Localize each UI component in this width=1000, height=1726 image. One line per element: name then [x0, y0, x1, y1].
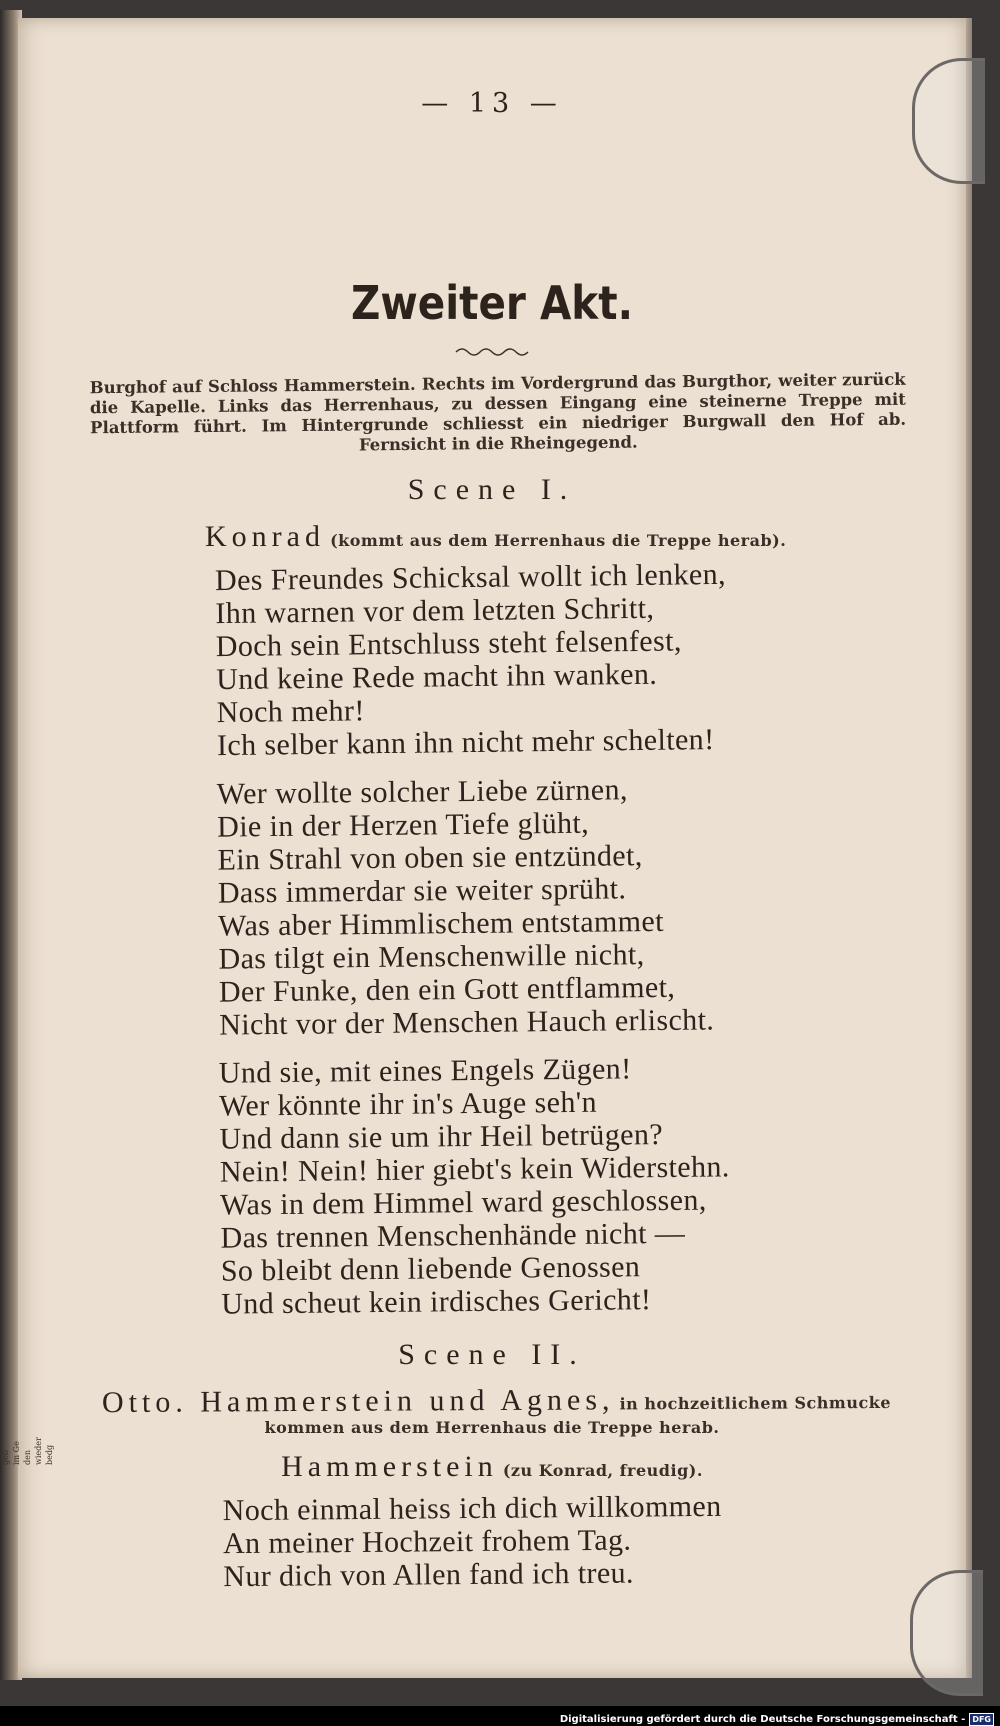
verse-line: Das tilgt ein Menschenwille nicht,	[218, 938, 645, 976]
dfg-logo: DFG	[969, 1713, 994, 1726]
page-number: — 13 —	[421, 88, 563, 119]
credit-text: Digitalisierung gefördert durch die Deutsche Forschungsgemeinschaft -	[559, 1713, 966, 1725]
speaker-name: Hammerstein	[281, 1450, 498, 1483]
stage-direction-continued: kommen aus dem Herrenhaus die Treppe herab.	[264, 1418, 720, 1437]
verse-line: Wer könnte ihr in's Auge seh'n	[218, 1085, 598, 1123]
verse-line: Nicht vor der Menschen Hauch erlischt.	[219, 1003, 715, 1042]
stanza	[223, 1490, 723, 1593]
verse-line: Des Freundes Schicksal wollt ich lenken,	[214, 557, 727, 598]
margin-note: im Ge	[12, 1441, 21, 1465]
book-page	[18, 18, 966, 1678]
margin-note: bedg	[45, 1444, 54, 1465]
verse-line: Nein! Nein! hier giebt's kein Widerstehn.	[219, 1150, 730, 1189]
wave-ornament	[454, 344, 534, 356]
stage-direction: in hochzeitlichem Schmucke	[619, 1392, 892, 1414]
verse-line: Ich selber kann ihn nicht mehr schelten!	[216, 723, 715, 763]
stanza	[215, 558, 728, 762]
verse-line: Ihn warnen vor dem letzten Schritt,	[215, 591, 655, 631]
digitization-credit	[560, 1712, 994, 1726]
act-title: Zweiter Akt.	[351, 276, 633, 330]
cast-names: Otto. Hammerstein und Agnes,	[101, 1383, 615, 1420]
verse-line: Was aber Himmlischem entstammet	[218, 904, 665, 943]
verse-line: Ein Strahl von oben sie entzündet,	[217, 839, 643, 877]
verse-line: Und keine Rede macht ihn wanken.	[216, 657, 658, 697]
verse-line: Das trennen Menschenhände nicht —	[220, 1216, 686, 1255]
verse-line: Wer wollte solcher Liebe zürnen,	[216, 773, 629, 811]
verse-line: Noch mehr!	[216, 694, 365, 730]
stage-direction: (zu Konrad, freudig).	[502, 1461, 703, 1480]
konrad-speaker-line	[205, 520, 786, 554]
verse-line: Die in der Herzen Tiefe glüht,	[216, 806, 590, 844]
hammerstein-speaker-line	[18, 1450, 966, 1484]
stage-setting: Burghof auf Schloss Hammerstein. Rechts im Vordergrund das Burgthor, weiter zurück die Kapelle. Links das Herrenhaus, zu dessen Eingang eine steinerne Treppe mit Plattform führt. Im Hintergrunde schliesst ein niedriger Burgwall den Hof ab. Fernsicht in die Rheingegend.	[89, 369, 907, 455]
stanza	[219, 1051, 732, 1320]
page-clip-bottom	[910, 1570, 983, 1696]
verse-line: Was in dem Himmel ward geschlossen,	[220, 1183, 707, 1222]
verse-line: Der Funke, den ein Gott entflammet,	[218, 970, 676, 1009]
verse-line: Und dann sie um ihr Heil betrügen?	[219, 1118, 664, 1156]
stanza	[217, 772, 715, 1041]
margin-note: geb	[1, 1450, 10, 1465]
verse-line: Dass immerdar sie weiter sprüht.	[217, 872, 627, 910]
verse-line: Und scheut kein irdisches Gericht!	[221, 1283, 652, 1321]
verse-line: An meiner Hochzeit frohem Tag.	[222, 1523, 632, 1561]
cast-line	[102, 1382, 891, 1420]
verse-line: Noch einmal heiss ich dich willkommen	[222, 1489, 722, 1528]
margin-note: wieder	[34, 1437, 43, 1465]
stage-direction: (kommt aus dem Herrenhaus die Treppe herab).	[330, 531, 787, 550]
scene-1-heading: Scene I.	[407, 473, 577, 506]
verse-line: Nur dich von Allen fand ich treu.	[223, 1556, 635, 1594]
verse-line: So bleibt denn liebende Genossen	[220, 1250, 641, 1288]
margin-notes	[0, 1325, 54, 1465]
verse-line: Und sie, mit eines Engels Zügen!	[218, 1052, 632, 1090]
margin-note: den	[23, 1449, 32, 1465]
page-clip-top	[912, 58, 985, 184]
verse-line: Doch sein Entschluss steht felsenfest,	[215, 624, 682, 664]
scene-2-heading: Scene II.	[398, 1338, 586, 1371]
speaker-name: Konrad	[205, 520, 325, 553]
